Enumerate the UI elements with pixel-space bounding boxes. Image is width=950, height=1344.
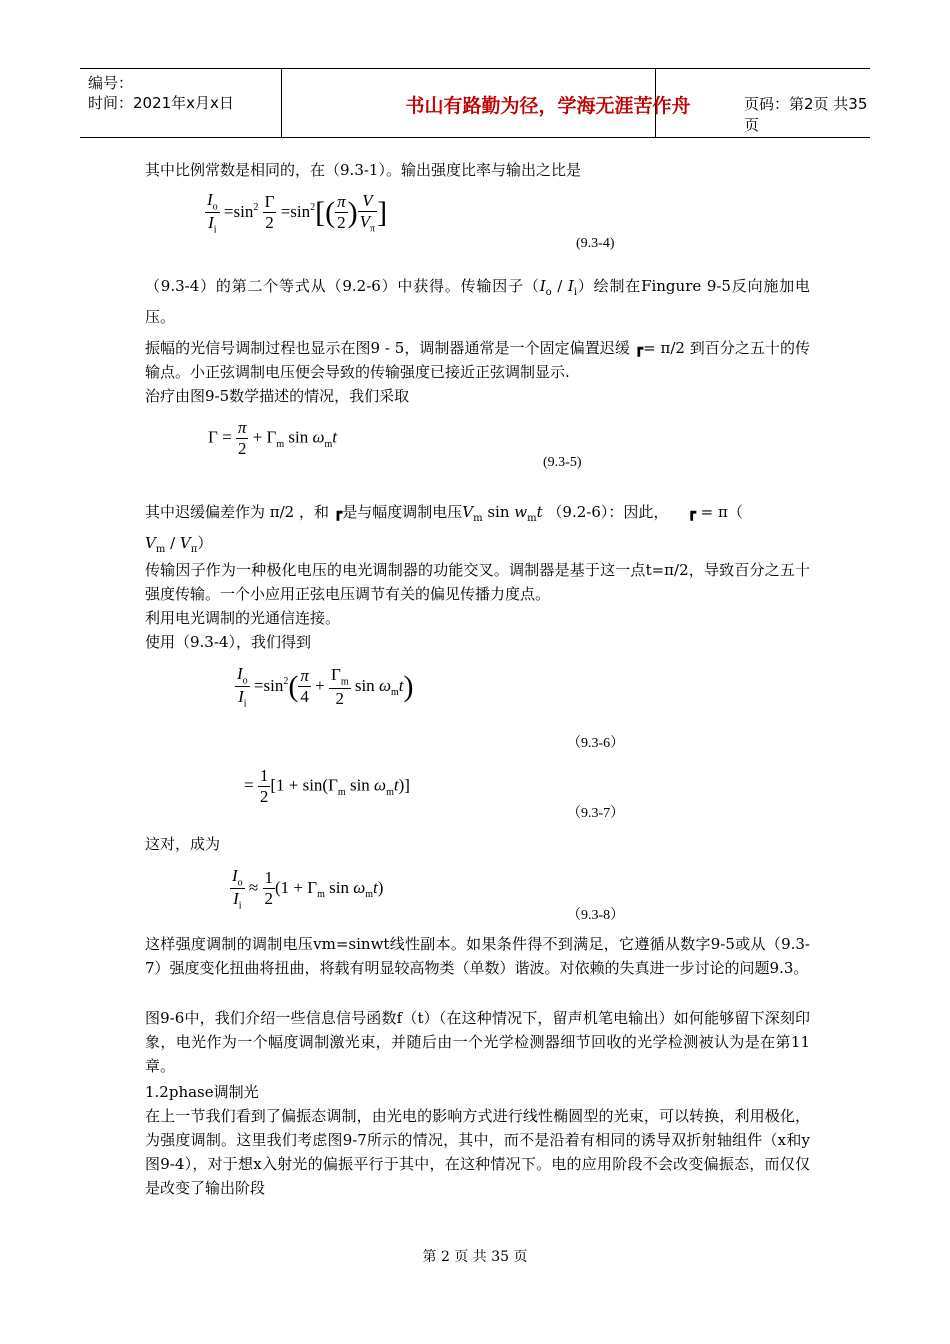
equation-number: （9.3-7）: [567, 806, 625, 821]
page-header: [80, 68, 870, 138]
equation-number: (9.3-5): [543, 455, 582, 470]
header-page-info: 页码：第2页 共35页: [744, 95, 868, 134]
header-time-label: 时间：2021年x月x日: [88, 94, 234, 112]
paragraph: 其中比例常数是相同的，在（9.3-1）。输出强度比率与输出之比是: [145, 161, 581, 179]
paragraph: 图9-6中，我们介绍一些信息信号函数f（t）（在这种情况下，留声机笔电输出）如何能够留下深刻印象，电光作为一个幅度调制激光束，并随后由一个光学检测器细节回收的光学检测被认为是在第11章。: [145, 1009, 810, 1075]
page-footer: 第 2 页 共 35 页: [422, 1249, 528, 1265]
equation-9-3-4: $\frac{I_o}{I_i}$ $=\sin^2$ $\frac{\Gamma}{2}$ $=\sin^2$[( $\frac{\pi}{2}$ ) $\frac{V}{V_\pi}$ ]: [207, 190, 388, 236]
paragraph: 使用（9.3-4），我们得到: [145, 633, 311, 651]
equation-9-3-7: = $\frac{1}{2}$ [$1 + \sin(\Gamma_m$ $\sin \omega_mt$)]: [244, 766, 410, 806]
equation-9-3-8: $\frac{I_o}{I_i}$ ≈ $\frac{1}{2}$ ($1 + \Gamma_m$ $\sin \omega_mt$): [232, 866, 384, 912]
paragraph: 利用电光调制的光通信连接。: [145, 609, 341, 627]
paragraph: 传输因子作为一种极化电压的电光调制器的功能交叉。调制器是基于这一点t=π/2，导致百分之五十强度传输。一个小应用正弦电压调节有关的偏见传播力度点。: [145, 561, 810, 603]
paragraph: （9.3-4）的第二个等式从（9.2-6）中获得。传输因子$(I_o / I_i)$绘制在Fingure 9-5反向施加电压。: [145, 277, 811, 326]
paragraph: 其中迟缓偏差作为 π/2 ，和 ┏是与幅度调制电压$V_m$ $\sin w_mt$ （9.2-6）：因此， ┏ = π（ $V_m / V_\pi$）: [145, 503, 743, 555]
paragraph: 振幅的光信号调制过程也显示在图9 - 5，调制器通常是一个固定偏置迟缓 ┏= π/2 到百分之五十的传输点。小正弦调制电压便会导致的传输强度已接近正弦调制显示.: [145, 339, 810, 381]
equation-9-3-6: $\frac{I_o}{I_i}$ $=\sin^2$( $\frac{\pi}{4}$ + $\frac{\Gamma_m}{2}$ $\sin \omega_mt$): [237, 664, 414, 710]
equation-9-3-5: Γ = $\frac{\pi}{2}$ + $\Gamma_m$ $\sin \omega_mt$: [208, 418, 338, 458]
paragraph: 在上一节我们看到了偏振态调制，由光电的影响方式进行线性椭圆型的光束，可以转换，利用极化，为强度调制。这里我们考虑图9-7所示的情况，其中，而不是沿着有相同的诱导双折射轴组件（x和y图9-4），对于想x入射光的偏振平行于其中，在这种情况下。电的应用阶段不会改变偏振态，而仅仅是改变了输出阶段: [145, 1107, 810, 1197]
paragraph: 治疗由图9-5数学描述的情况，我们采取: [145, 387, 410, 405]
equation-number: （9.3-8）: [567, 908, 625, 923]
header-motto: 书山有路勤为径，学海无涯苦作舟: [405, 95, 691, 117]
equation-number: （9.3-6）: [567, 736, 625, 751]
header-meta: [88, 73, 234, 113]
header-number-label: 编号：: [88, 74, 134, 92]
section-heading: 1.2phase调制光: [145, 1083, 259, 1101]
equation-number: (9.3-4): [576, 236, 615, 251]
paragraph: 这对，成为: [145, 835, 221, 853]
header-divider: [281, 69, 282, 137]
paragraph: 这样强度调制的调制电压vm=sinwt线性副本。如果条件得不到满足，它遵循从数字9-5或从（9.3-7）强度变化扭曲将扭曲，将载有明显较高物类（单数）谐波。对依赖的失真进一步讨论的问题9.3。: [145, 935, 810, 977]
